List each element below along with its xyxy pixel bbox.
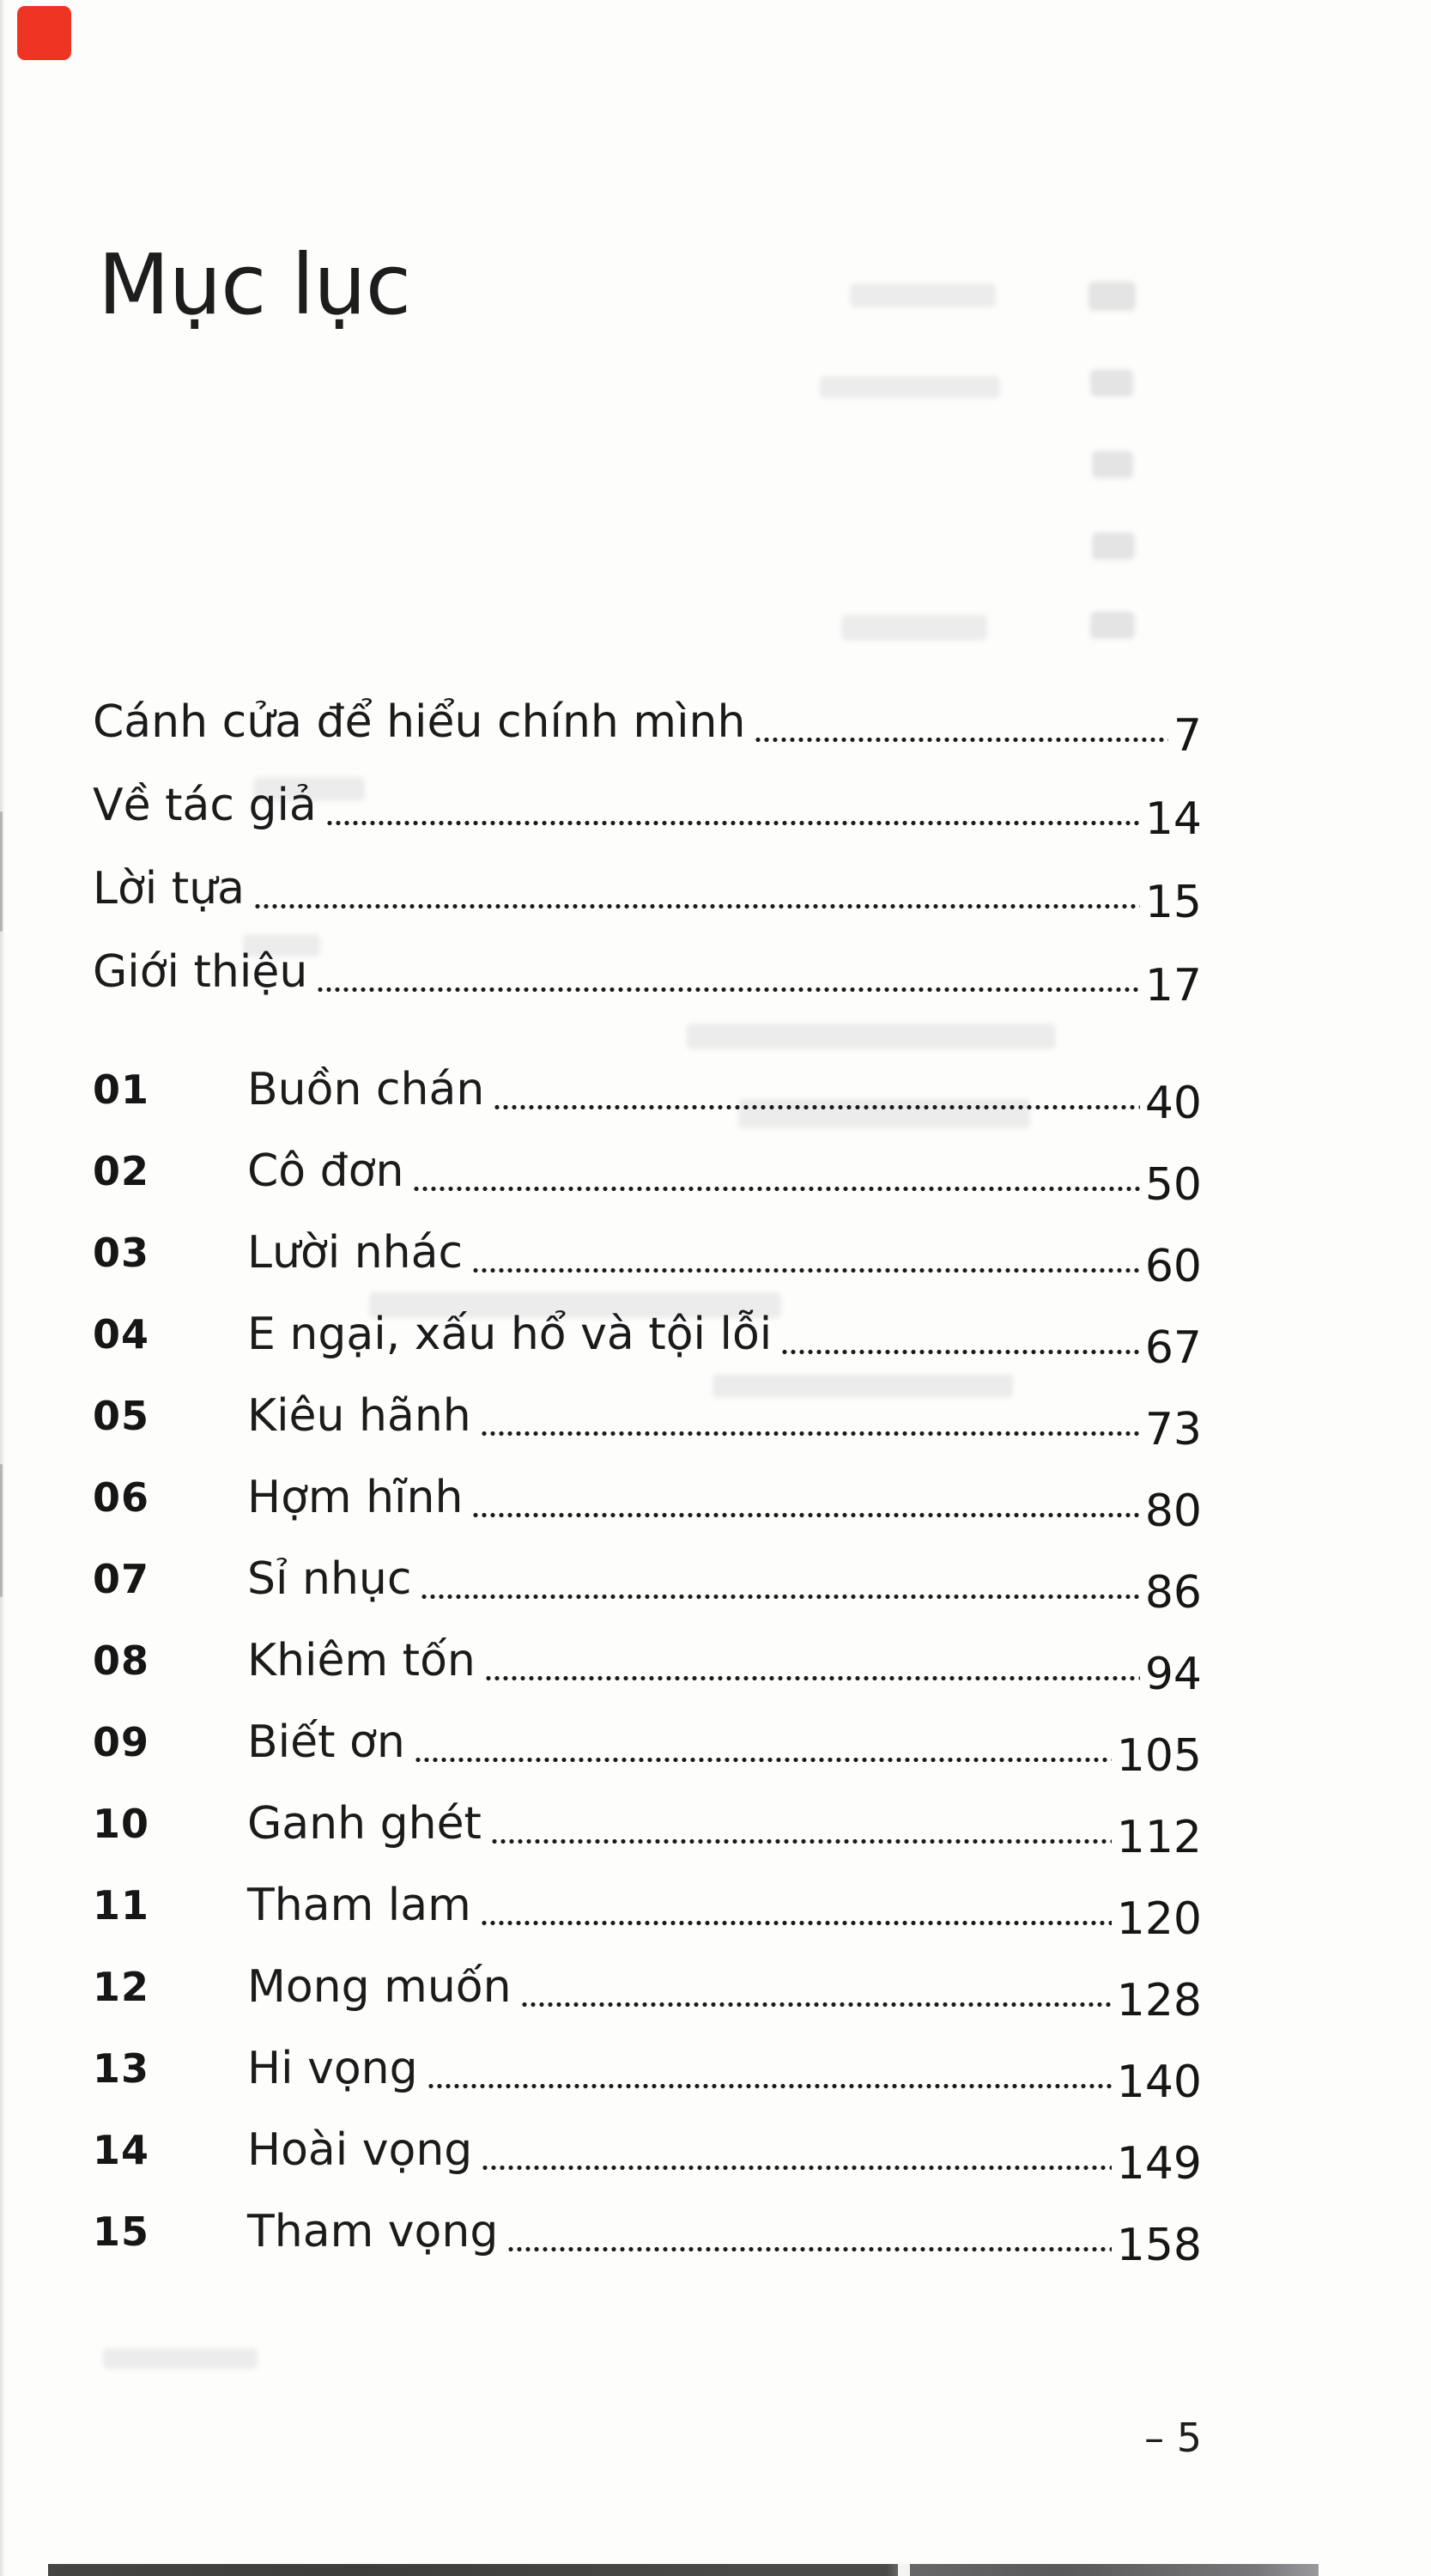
dot-leader (412, 1186, 1139, 1192)
toc-chapter-list (93, 1048, 1202, 2272)
toc-entry-page: 94 (1144, 1648, 1202, 1700)
page-edge-gap (898, 2564, 910, 2576)
toc-entry-title: Cánh cửa để hiểu chính mình (93, 696, 746, 748)
toc-row (93, 930, 1202, 1013)
toc-entry-page: 67 (1144, 1321, 1202, 1374)
dot-leader (481, 2165, 1111, 2171)
bleed-through-artifact (1088, 282, 1136, 311)
toc-entry-page: 14 (1144, 793, 1202, 845)
toc-entry-page: 158 (1116, 2219, 1202, 2271)
toc-entry-page: 105 (1116, 1729, 1202, 1782)
dot-leader (427, 2083, 1112, 2089)
toc-entry-title: E ngại, xấu hổ và tội lỗi (247, 1308, 773, 1360)
dot-leader (253, 903, 1140, 909)
toc-chapter-number: 06 (93, 1473, 150, 1521)
toc-entry-title: Hi vọng (247, 2042, 418, 2094)
toc-row (93, 1864, 1202, 1946)
toc-chapter-number: 09 (93, 1718, 150, 1765)
toc-chapter-number: 08 (93, 1637, 150, 1684)
bleed-through-artifact (850, 283, 996, 307)
toc-chapter-number: 11 (93, 1881, 150, 1929)
toc-entry-title: Biết ơn (247, 1716, 405, 1768)
bleed-through-artifact (1090, 369, 1133, 397)
bleed-through-artifact (687, 1024, 1056, 1049)
toc-chapter-number: 02 (93, 1147, 150, 1194)
toc-row (93, 1048, 1202, 1130)
dot-leader (484, 1675, 1140, 1681)
dot-leader (480, 1431, 1140, 1437)
toc-entry-title: Tham vọng (247, 2205, 499, 2257)
toc-entry-page: 50 (1144, 1158, 1202, 1211)
page-left-scan-edge (0, 0, 5, 2576)
toc-row (93, 680, 1202, 763)
toc-row (93, 1130, 1202, 1212)
toc-entry-title: Ganh ghét (247, 1797, 482, 1850)
toc-entry-page: 120 (1116, 1893, 1202, 1945)
toc-row (93, 1375, 1202, 1456)
toc-row (93, 1946, 1202, 2027)
page-title: Mục lục (98, 236, 411, 333)
toc-entry-page: 140 (1116, 2056, 1202, 2108)
toc-entry-page: 73 (1144, 1403, 1202, 1455)
dot-leader (471, 1267, 1140, 1273)
toc-entry-title: Hợm hĩnh (247, 1471, 464, 1523)
toc-entry-page: 15 (1144, 876, 1202, 928)
toc-row (93, 1783, 1202, 1864)
toc-entry-page: 86 (1144, 1566, 1202, 1619)
toc-chapter-number: 14 (93, 2126, 150, 2173)
dot-leader (520, 2002, 1112, 2008)
dot-leader (490, 1838, 1112, 1844)
toc-entry-page: 128 (1116, 1974, 1202, 2026)
toc-row (93, 763, 1202, 847)
toc-entry-page: 60 (1144, 1240, 1202, 1292)
dot-leader (780, 1349, 1140, 1355)
toc-entry-page: 80 (1144, 1485, 1202, 1537)
toc-entry-title: Lời tựa (93, 862, 245, 914)
toc-entry-title: Về tác giả (93, 779, 317, 831)
bleed-through-artifact (820, 376, 1000, 398)
toc-entry-title: Giới thiệu (93, 945, 308, 998)
dot-leader (414, 1757, 1112, 1763)
toc-chapter-number: 03 (93, 1229, 150, 1276)
dot-leader (420, 1594, 1139, 1600)
toc-entry-title: Khiêm tốn (247, 1634, 476, 1686)
dot-leader (754, 737, 1167, 743)
toc-entry-title: Hoài vọng (247, 2123, 473, 2176)
toc-chapter-number: 04 (93, 1310, 150, 1358)
toc-entry-title: Lười nhác (247, 1226, 464, 1279)
toc-front-matter-list (93, 680, 1202, 1013)
toc-row (93, 2190, 1202, 2272)
toc-row (93, 1456, 1202, 1538)
toc-chapter-number: 05 (93, 1392, 150, 1439)
toc-row (93, 1293, 1202, 1375)
toc-row (93, 1619, 1202, 1701)
toc-chapter-number: 01 (93, 1066, 150, 1113)
toc-chapter-number: 13 (93, 2044, 150, 2092)
toc-entry-page: 112 (1116, 1811, 1202, 1863)
toc-entry-page: 17 (1144, 959, 1202, 1012)
dot-leader (325, 820, 1140, 826)
bleed-through-artifact (841, 615, 987, 641)
scan-artifact (0, 1464, 3, 1597)
dot-leader (316, 987, 1140, 993)
toc-row (93, 2027, 1202, 2109)
bleed-through-artifact (1090, 611, 1135, 639)
toc-chapter-number: 12 (93, 1963, 150, 2010)
toc-entry-title: Tham lam (247, 1879, 471, 1931)
dot-leader (493, 1104, 1140, 1110)
toc-row (93, 1212, 1202, 1293)
toc-entry-page: 7 (1173, 709, 1202, 762)
toc-entry-page: 149 (1116, 2137, 1202, 2190)
toc-row (93, 1701, 1202, 1783)
toc-entry-page: 40 (1144, 1077, 1202, 1129)
toc-chapter-number: 15 (93, 2208, 150, 2255)
dot-leader (480, 1920, 1112, 1926)
toc-entry-title: Kiêu hãnh (247, 1389, 471, 1442)
scan-artifact (0, 811, 3, 932)
toc-chapter-number: 10 (93, 1800, 150, 1847)
toc-chapter-number: 07 (93, 1555, 150, 1602)
toc-row (93, 847, 1202, 930)
toc-entry-title: Cô đơn (247, 1145, 404, 1197)
toc-row (93, 2109, 1202, 2190)
toc-entry-title: Sỉ nhục (247, 1552, 412, 1605)
bleed-through-artifact (103, 2348, 258, 2369)
bleed-through-artifact (1092, 532, 1135, 560)
toc-entry-title: Buồn chán (247, 1063, 485, 1115)
folio-page-number: – 5 (1144, 2415, 1202, 2461)
red-corner-marker (17, 6, 71, 60)
toc-entry-title: Mong muốn (247, 1960, 512, 2013)
toc-row (93, 1538, 1202, 1619)
next-page-edge-bar (48, 2564, 1319, 2576)
dot-leader (471, 1512, 1139, 1518)
bleed-through-artifact (1092, 451, 1133, 478)
dot-leader (506, 2246, 1111, 2252)
